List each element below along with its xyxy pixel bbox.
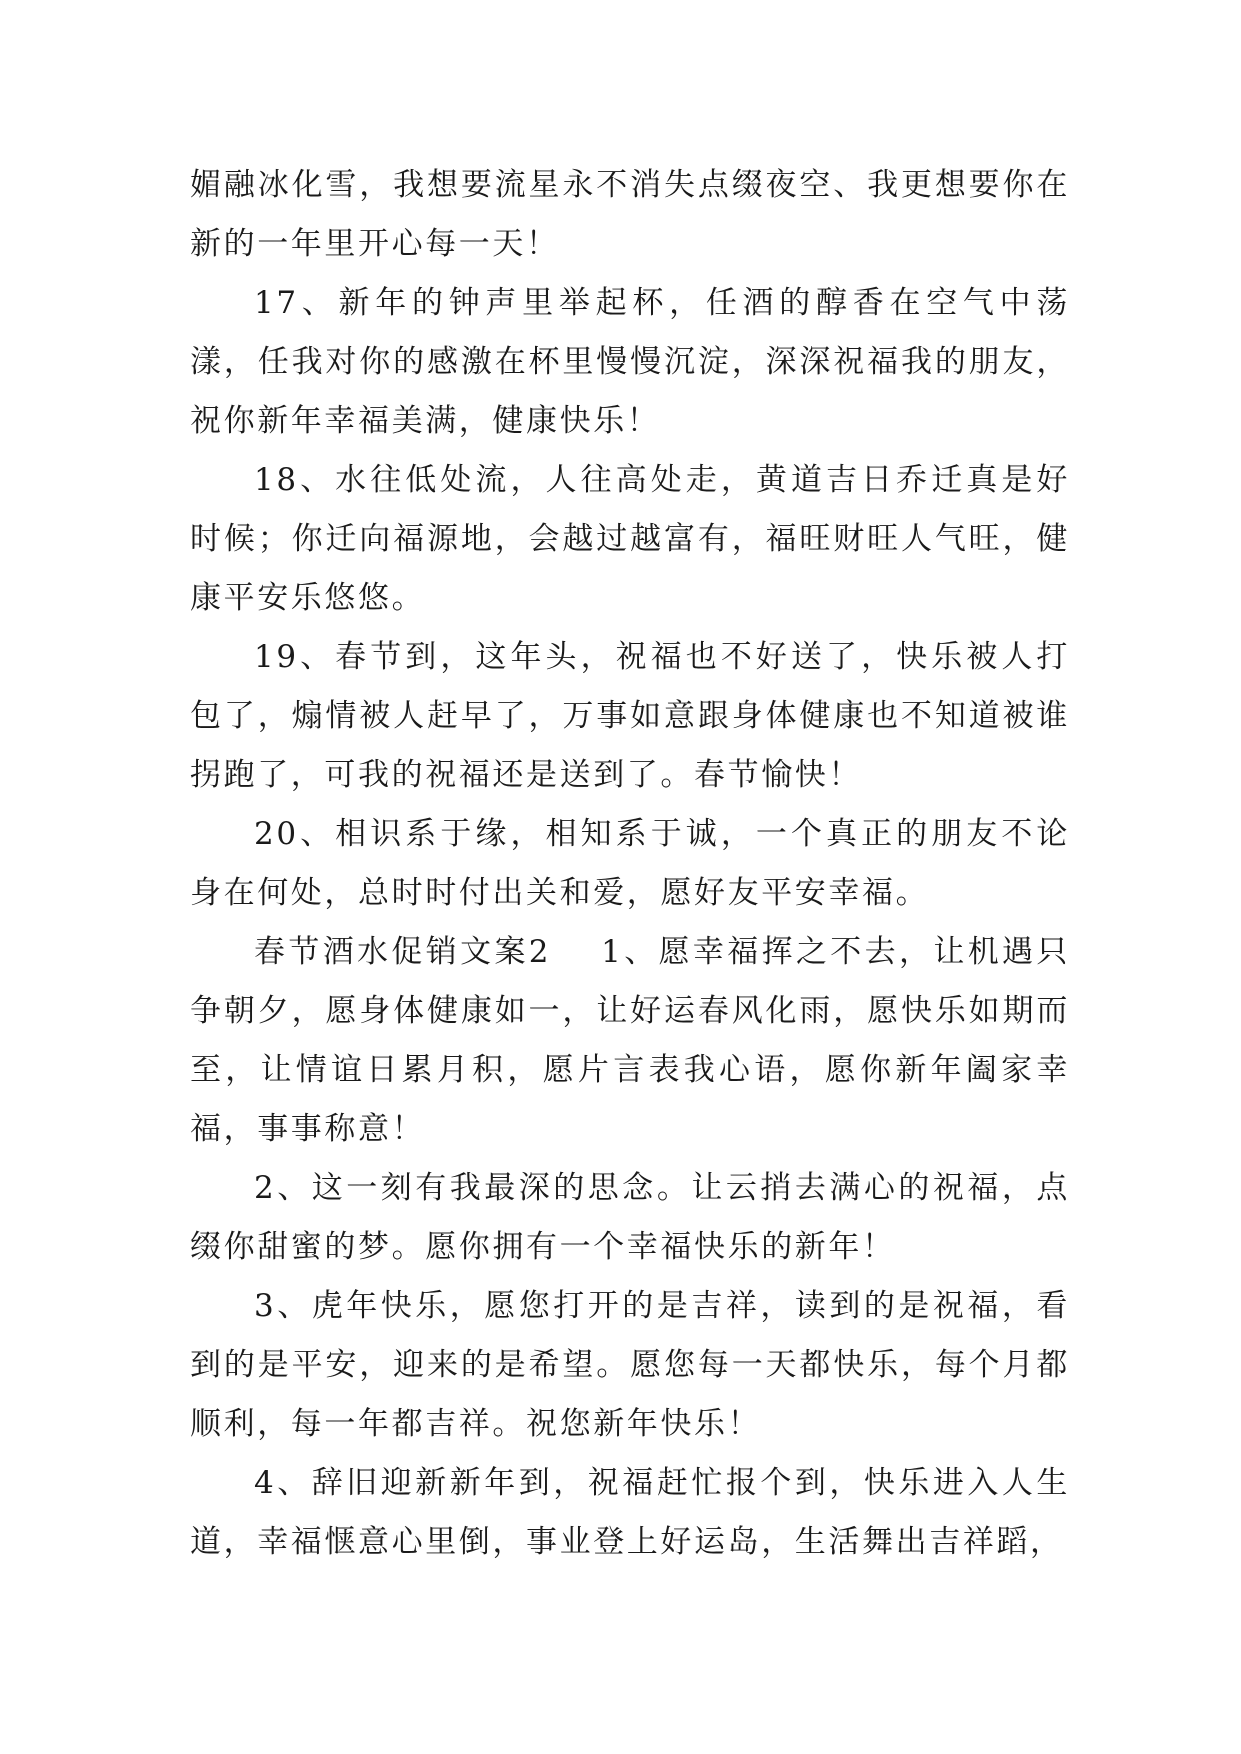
paragraph-section-2 — [190, 923, 1070, 1159]
document-body — [190, 156, 1070, 1572]
section-heading: 春节酒水促销文案2 — [254, 934, 552, 970]
paragraph-item-3: 3、虎年快乐，愿您打开的是吉祥，读到的是祝福，看到的是平安，迎来的是希望。愿您每一天都快乐，每个月都顺利，每一年都吉祥。祝您新年快乐！ — [190, 1288, 1070, 1442]
paragraph-item-4: 4、辞旧迎新新年到，祝福赶忙报个到，快乐进入人生道，幸福惬意心里倒，事业登上好运岛，生活舞出吉祥蹈， — [190, 1465, 1070, 1560]
paragraph-item-2: 2、这一刻有我最深的思念。让云捎去满心的祝福，点缀你甜蜜的梦。愿你拥有一个幸福快乐的新年！ — [190, 1170, 1070, 1265]
paragraph-item-20: 20、相识系于缘，相知系于诚，一个真正的朋友不论身在何处，总时时付出关和爱，愿好友平安幸福。 — [190, 816, 1070, 911]
paragraph-item-18: 18、水往低处流，人往高处走，黄道吉日乔迁真是好时候；你迁向福源地，会越过越富有，福旺财旺人气旺，健康平安乐悠悠。 — [190, 462, 1070, 616]
paragraph-item-19: 19、春节到，这年头，祝福也不好送了，快乐被人打包了，煽情被人赶早了，万事如意跟身体健康也不知道被谁拐跑了，可我的祝福还是送到了。春节愉快！ — [190, 639, 1070, 793]
paragraph-continuation: 媚融冰化雪，我想要流星永不消失点缀夜空、我更想要你在新的一年里开心每一天！ — [190, 167, 1070, 262]
section-item-1: 1、愿幸福挥之不去，让机遇只争朝夕，愿身体健康如一，让好运春风化雨，愿快乐如期而至，让情谊日累月积，愿片言表我心语，愿你新年阖家幸福，事事称意！ — [190, 934, 1070, 1147]
paragraph-item-17: 17、新年的钟声里举起杯，任酒的醇香在空气中荡漾，任我对你的感激在杯里慢慢沉淀，深深祝福我的朋友，祝你新年幸福美满，健康快乐！ — [190, 285, 1070, 439]
